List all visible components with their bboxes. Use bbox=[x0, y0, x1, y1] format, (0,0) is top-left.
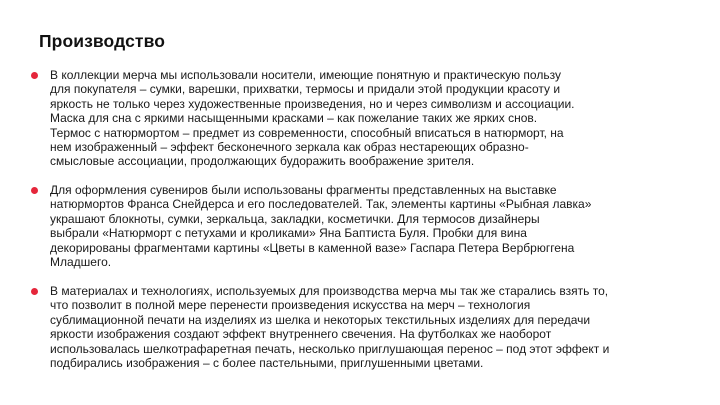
paragraph-materials-technology bbox=[50, 284, 690, 370]
bullet-icon bbox=[31, 187, 38, 194]
paragraph-line: для покупателя – сумки, варешки, прихватки, термосы и придали этой продукции красоту и bbox=[50, 82, 561, 97]
paragraph-line: декорированы фрагментами картины «Цветы в каменной вазе» Гаспара Петера Вербрюггена bbox=[50, 240, 575, 255]
paragraph-line: В коллекции мерча мы использовали носители, имеющие понятную и практическую пользу bbox=[50, 68, 561, 82]
paragraph-line: выбрали «Натюрморт с петухами и кроликами» Яна Баптиста Буля. Пробки для вина bbox=[50, 226, 527, 241]
paragraph-line: что позволит в полной мере перенести произведения искусства на мерч – технология bbox=[50, 298, 531, 313]
paragraph-line: натюрмортов Франса Снейдерса и его последователей. Так, элементы картины «Рыбная лавка» bbox=[50, 197, 592, 212]
paragraph-line: Для оформления сувениров были использованы фрагменты представленных на выставке bbox=[50, 183, 557, 197]
paragraph-line: подбирались изображения – с более пастельными, приглушенными цветами. bbox=[50, 356, 484, 371]
paragraph-production-items bbox=[50, 68, 690, 169]
paragraph-line: смысловые ассоциации, продолжающих будоражить воображение зрителя. bbox=[50, 154, 475, 169]
paragraph-line: украшают блокноты, сумки, зеркальца, закладки, косметички. Для термосов дизайнеры bbox=[50, 211, 540, 226]
bullet-icon bbox=[31, 72, 38, 79]
paragraph-line: яркости изображения создают эффект внутреннего свечения. На футболках же наоборот bbox=[50, 327, 552, 342]
bullet-icon bbox=[31, 288, 38, 295]
paragraph-line: нем изображенный – эффект бесконечного зеркала как образ нестареющих образно- bbox=[50, 140, 529, 155]
paragraph-souvenir-design bbox=[50, 183, 690, 269]
paragraph-line: Термос с натюрмортом – предмет из современности, способный вписаться в натюрморт, на bbox=[50, 125, 564, 140]
paragraph-line: сублимационной печати на изделиях из шелка и некоторых текстильных изделиях для передачи bbox=[50, 312, 591, 327]
paragraph-line: использовалась шелкотрафаретная печать, несколько приглушающая перенос – под этот эффект и bbox=[50, 341, 610, 356]
page-title: Производство bbox=[39, 31, 165, 51]
paragraph-line: Маска для сна с яркими насыщенными красками – как пожелание таких же ярких снов. bbox=[50, 111, 538, 126]
paragraph-line: В материалах и технологиях, используемых для производства мерча мы так же старались взять то, bbox=[50, 284, 609, 298]
paragraph-line: Младшего. bbox=[50, 255, 112, 270]
paragraph-line: яркость не только через художественные произведения, но и через символизм и ассоциации. bbox=[50, 96, 575, 111]
